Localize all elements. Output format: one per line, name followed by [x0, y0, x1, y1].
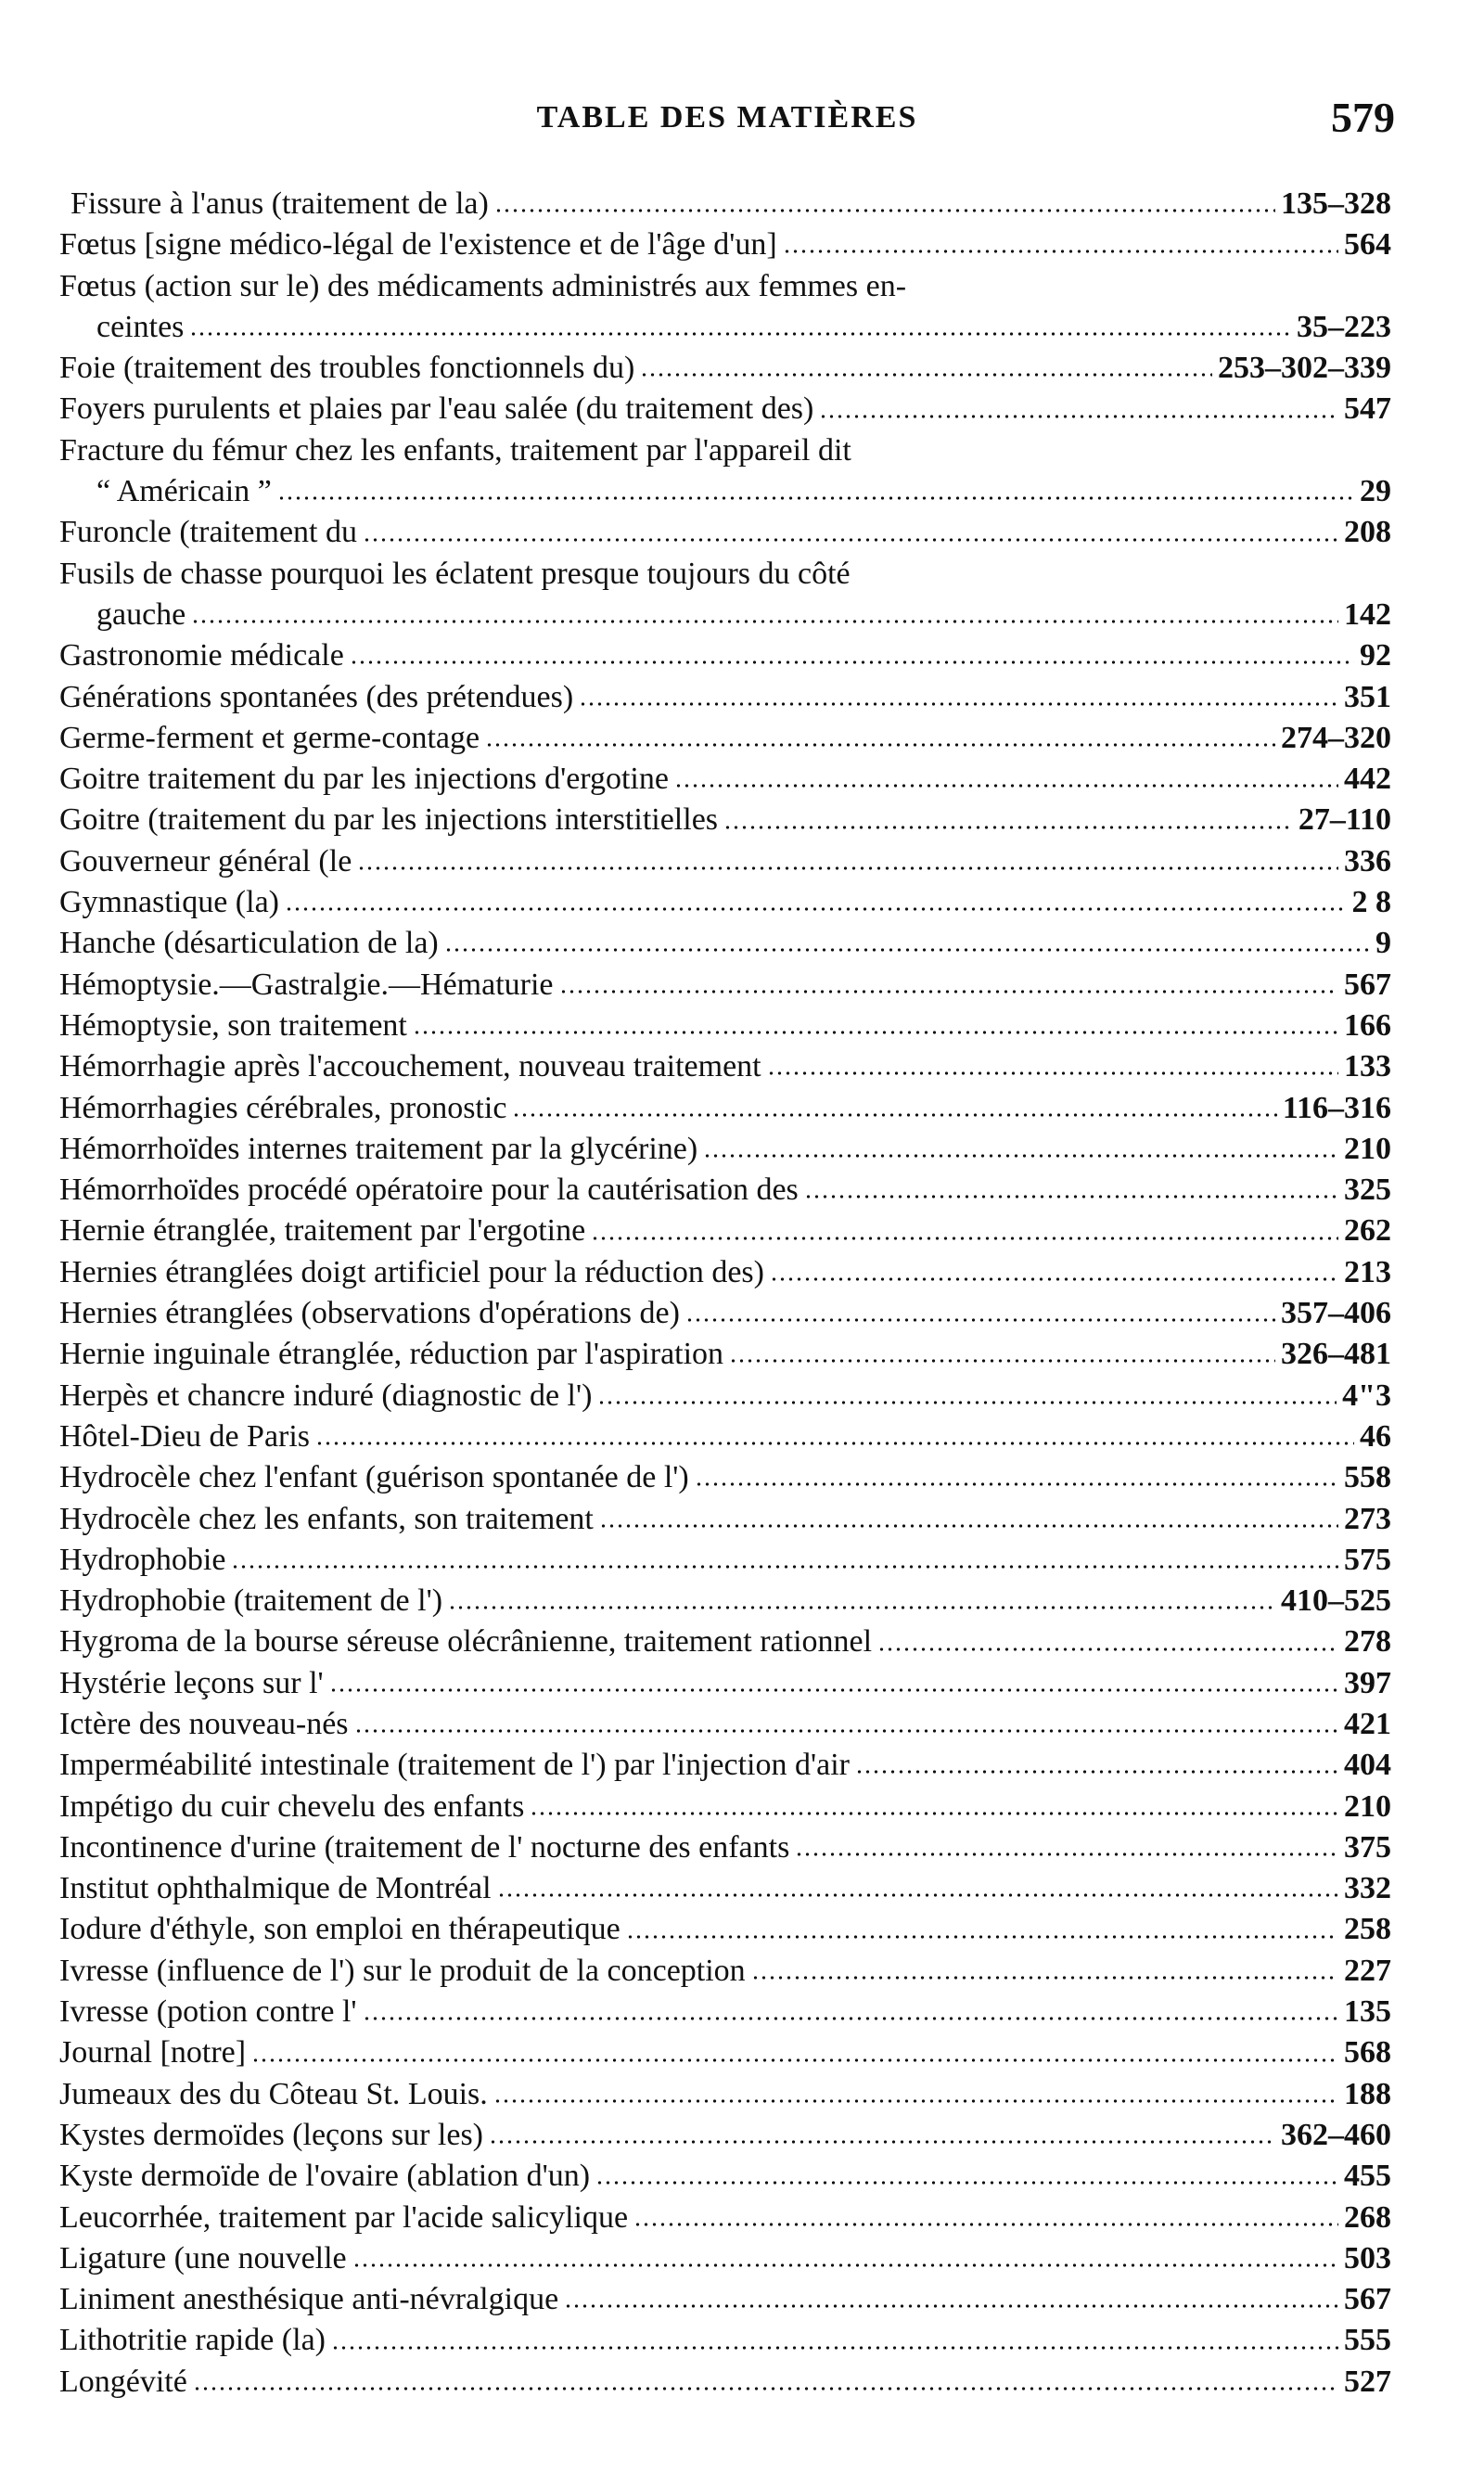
- index-entry: [59, 224, 1391, 265]
- dot-leader: [674, 784, 1338, 788]
- index-entry: [59, 1499, 1391, 1540]
- entry-text: Fœtus (action sur le) des médicaments administrés aux femmes en-: [59, 268, 907, 303]
- entry-page: 135: [1344, 1994, 1391, 2030]
- entry-page: 227: [1344, 1953, 1391, 1988]
- index-entry: [59, 554, 1391, 595]
- page-number: 579: [1331, 94, 1395, 141]
- index-entry: [59, 430, 1391, 471]
- entry-text: Ictère des nouveau-nés: [59, 1706, 349, 1741]
- entry-page: 262: [1344, 1213, 1391, 1249]
- dot-leader: [191, 620, 1338, 623]
- index-entry: [59, 718, 1391, 759]
- entry-text: Gastronomie médicale: [59, 638, 344, 673]
- entry-page: 2 8: [1351, 885, 1391, 920]
- entry-text: Hernies étranglées doigt artificiel pour la réduction des): [59, 1254, 764, 1289]
- entry-text: Hygroma de la bourse séreuse olécrânienne, traitement rationnel: [59, 1624, 873, 1660]
- entry-page: 547: [1344, 391, 1391, 427]
- dot-leader: [331, 2346, 1338, 2350]
- entry-page: 455: [1344, 2159, 1391, 2194]
- dot-leader: [767, 1071, 1338, 1075]
- index-entry: [59, 1416, 1391, 1457]
- dot-leader: [751, 1976, 1338, 1980]
- entry-text: Foyers purulents et plaies par l'eau salée (du traitement des): [59, 391, 814, 427]
- index-entry: [59, 759, 1391, 800]
- dot-leader: [626, 1935, 1338, 1939]
- entry-page: 116–316: [1282, 1090, 1391, 1125]
- dot-leader: [352, 2263, 1338, 2267]
- index-entry: [59, 1827, 1391, 1868]
- entry-page: 166: [1344, 1007, 1391, 1043]
- dot-leader: [877, 1647, 1338, 1651]
- dot-leader: [493, 2099, 1338, 2103]
- entry-text: Hydrophobie (traitement de l'): [59, 1583, 443, 1619]
- index-entry: [59, 1745, 1391, 1786]
- dot-leader: [819, 415, 1338, 418]
- entry-text: Fusils de chasse pourquoi les éclatent presque toujours du côté: [59, 556, 851, 591]
- entry-text: Leucorrhée, traitement par l'acide salicylique: [59, 2199, 629, 2235]
- entry-page: 555: [1344, 2323, 1391, 2358]
- index-entry: [59, 266, 1391, 307]
- dot-leader: [640, 373, 1212, 377]
- page-header: [59, 93, 1395, 148]
- entry-page: 567: [1344, 2282, 1391, 2317]
- index-entry: [59, 1868, 1391, 1909]
- entry-page: 4"3: [1342, 1378, 1391, 1413]
- index-entry: [59, 1581, 1391, 1622]
- entry-text: Hernies étranglées (observations d'opérations de): [59, 1296, 680, 1331]
- dot-leader: [251, 2058, 1338, 2062]
- index-entry: [59, 1540, 1391, 1581]
- entry-text: gauche: [96, 596, 186, 632]
- index-entry: [59, 1252, 1391, 1293]
- entry-page: 142: [1344, 596, 1391, 632]
- entry-text: Ligature (une nouvelle: [59, 2240, 347, 2275]
- dot-leader: [494, 209, 1275, 212]
- entry-page: 9: [1375, 926, 1391, 961]
- entry-text: Herpès et chancre induré (diagnostic de l'): [59, 1378, 593, 1413]
- entry-page: 404: [1344, 1748, 1391, 1783]
- dot-leader: [363, 2017, 1338, 2020]
- dot-leader: [695, 1482, 1338, 1486]
- dot-leader: [597, 1401, 1337, 1404]
- index-entry: [59, 1951, 1391, 1992]
- dot-leader: [497, 1893, 1338, 1897]
- dot-leader: [512, 1113, 1276, 1117]
- entry-text: “ Américain ”: [96, 474, 272, 509]
- index-entry: [59, 1211, 1391, 1251]
- entry-page: 210: [1344, 1131, 1391, 1166]
- entry-text: Ivresse (potion contre l': [59, 1994, 357, 2030]
- dot-leader: [855, 1770, 1338, 1774]
- entry-page: 268: [1344, 2199, 1391, 2235]
- dot-leader: [723, 826, 1293, 829]
- index-entry: [59, 1006, 1391, 1046]
- entry-text: Hémorrhoïdes procédé opératoire pour la cautérisation des: [59, 1173, 799, 1208]
- dot-leader: [277, 496, 1354, 500]
- entry-page: 568: [1344, 2035, 1391, 2070]
- entry-page: 210: [1344, 1788, 1391, 1824]
- entry-text: Jumeaux des du Côteau St. Louis.: [59, 2076, 488, 2111]
- entry-page: 135–328: [1281, 186, 1391, 221]
- entry-page: 575: [1344, 1542, 1391, 1577]
- entry-text: Hémorrhoïdes internes traitement par la glycérine): [59, 1131, 698, 1166]
- entry-text: Furoncle (traitement du: [59, 515, 358, 550]
- entry-page: 27–110: [1298, 802, 1391, 838]
- dot-leader: [795, 1852, 1338, 1856]
- index-entry: [59, 184, 1391, 224]
- entry-text: Hémoptysie.—Gastralgie.—Hématurie: [59, 967, 554, 1002]
- index-entry: [59, 677, 1391, 718]
- dot-leader: [329, 1688, 1338, 1692]
- entry-page: 397: [1344, 1665, 1391, 1700]
- index-entry: [59, 1129, 1391, 1170]
- entry-text: ceintes: [96, 309, 185, 344]
- entry-text: Impétigo du cuir chevelu des enfants: [59, 1788, 525, 1824]
- entry-text: Journal [notre]: [59, 2035, 247, 2070]
- index-entry: [59, 1088, 1391, 1129]
- entry-page: 357–406: [1281, 1296, 1391, 1331]
- entry-page: 29: [1360, 474, 1391, 509]
- index-entry: [59, 800, 1391, 840]
- entry-page: 208: [1344, 515, 1391, 550]
- entry-page: 188: [1344, 2076, 1391, 2111]
- index-entry: [59, 2320, 1391, 2361]
- entry-text: Institut ophthalmique de Montréal: [59, 1871, 492, 1906]
- entry-text: Hanche (désarticulation de la): [59, 926, 439, 961]
- entry-text: Fissure à l'anus (traitement de la): [70, 186, 489, 221]
- entry-text: Incontinence d'urine (traitement de l' nocturne des enfants: [59, 1829, 790, 1865]
- index-entry: [59, 841, 1391, 882]
- dot-leader: [783, 250, 1338, 253]
- entry-page: 362–460: [1281, 2117, 1391, 2152]
- entry-text: Liniment anesthésique anti-névralgique: [59, 2282, 559, 2317]
- dot-leader: [595, 2181, 1338, 2185]
- dot-leader: [315, 1442, 1354, 1445]
- dot-leader: [354, 1729, 1338, 1733]
- entry-page: 567: [1344, 967, 1391, 1002]
- entry-page: 213: [1344, 1254, 1391, 1289]
- page-title: TABLE DES MATIÈRES: [536, 100, 918, 135]
- index-entry: [59, 1046, 1391, 1087]
- entry-text: Kyste dermoïde de l'ovaire (ablation d'un): [59, 2159, 591, 2194]
- entry-text: Longévité: [59, 2364, 187, 2399]
- index-entry: [59, 307, 1391, 348]
- entry-page: 274–320: [1281, 720, 1391, 755]
- entry-page: 326–481: [1281, 1337, 1391, 1372]
- dot-leader: [633, 2223, 1338, 2226]
- dot-leader: [448, 1606, 1275, 1609]
- entry-text: Goitre traitement du par les injections d'ergotine: [59, 762, 669, 797]
- entry-text: Kystes dermoïdes (leçons sur les): [59, 2117, 484, 2152]
- entry-text: Germe-ferment et germe-contage: [59, 720, 480, 755]
- index-entry: [59, 471, 1391, 512]
- index-entry: [59, 1787, 1391, 1827]
- index-entry: [59, 1909, 1391, 1950]
- dot-leader: [444, 948, 1370, 952]
- entry-text: Générations spontanées (des prétendues): [59, 679, 574, 714]
- index-entry: [59, 595, 1391, 635]
- index-entry: [59, 389, 1391, 429]
- index-entry: [59, 1457, 1391, 1498]
- dot-leader: [485, 743, 1275, 747]
- index-entry: [59, 2362, 1391, 2403]
- dot-leader: [363, 538, 1338, 542]
- index-entry: [59, 2074, 1391, 2115]
- entry-text: Imperméabilité intestinale (traitement de l') par l'injection d'air: [59, 1748, 850, 1783]
- entry-text: Gymnastique (la): [59, 885, 279, 920]
- entry-page: 46: [1360, 1418, 1391, 1454]
- entry-text: Hernie inguinale étranglée, réduction par l'aspiration: [59, 1337, 724, 1372]
- dot-leader: [413, 1031, 1338, 1034]
- index-entry: [59, 2238, 1391, 2279]
- entry-page: 375: [1344, 1829, 1391, 1865]
- dot-leader: [530, 1812, 1338, 1815]
- entry-text: Hydrocèle chez l'enfant (guérison spontanée de l'): [59, 1460, 689, 1495]
- entry-text: Lithotritie rapide (la): [59, 2323, 326, 2358]
- index-entry: [59, 965, 1391, 1006]
- entry-text: Hystérie leçons sur l': [59, 1665, 324, 1700]
- index-entry: [59, 2198, 1391, 2238]
- dot-leader: [564, 2304, 1338, 2308]
- entry-page: 564: [1344, 227, 1391, 263]
- index-entry: [59, 923, 1391, 964]
- dot-leader: [599, 1524, 1338, 1528]
- index-entry: [59, 1663, 1391, 1704]
- index-entry: [59, 1622, 1391, 1662]
- entry-text: Hernie étranglée, traitement par l'ergotine: [59, 1213, 586, 1249]
- index-entry: [59, 2115, 1391, 2156]
- entry-page: 133: [1344, 1049, 1391, 1084]
- entry-text: Hémoptysie, son traitement: [59, 1007, 407, 1043]
- dot-leader: [231, 1565, 1338, 1569]
- dot-leader: [591, 1237, 1338, 1240]
- entry-text: Goitre (traitement du par les injections interstitielles: [59, 802, 719, 838]
- dot-leader: [770, 1277, 1338, 1281]
- dot-leader: [804, 1195, 1338, 1199]
- entry-text: Ivresse (influence de l') sur le produit de la conception: [59, 1953, 746, 1988]
- dot-leader: [357, 866, 1338, 870]
- entry-page: 410–525: [1281, 1583, 1391, 1619]
- entry-text: Gouverneur général (le: [59, 843, 352, 878]
- dot-leader: [350, 660, 1354, 664]
- index-entry: [59, 348, 1391, 389]
- index-entry: [59, 512, 1391, 553]
- entry-page: 442: [1344, 762, 1391, 797]
- index-entry: [59, 1293, 1391, 1334]
- dot-leader: [285, 907, 1347, 911]
- dot-leader: [703, 1154, 1338, 1158]
- entry-page: 258: [1344, 1912, 1391, 1947]
- entry-page: 92: [1360, 638, 1391, 673]
- dot-leader: [579, 702, 1338, 706]
- dot-leader: [489, 2140, 1275, 2144]
- entry-text: Hémorrhagies cérébrales, pronostic: [59, 1090, 507, 1125]
- dot-leader: [559, 990, 1338, 993]
- index-entry: [59, 1704, 1391, 1745]
- entry-page: 421: [1344, 1706, 1391, 1741]
- dot-leader: [685, 1318, 1275, 1322]
- dot-leader: [729, 1359, 1275, 1363]
- entry-text: Hôtel-Dieu de Paris: [59, 1418, 311, 1454]
- index-entry: [59, 2156, 1391, 2197]
- index-entry: [59, 635, 1391, 676]
- entry-page: 336: [1344, 843, 1391, 878]
- index-entry: [59, 1170, 1391, 1211]
- index-entry: [59, 1334, 1391, 1375]
- dot-leader: [189, 332, 1291, 336]
- index-entry: [59, 1376, 1391, 1416]
- entry-text: Iodure d'éthyle, son emploi en thérapeutique: [59, 1912, 620, 1947]
- entry-page: 332: [1344, 1871, 1391, 1906]
- entry-page: 558: [1344, 1460, 1391, 1495]
- entry-page: 278: [1344, 1624, 1391, 1660]
- entry-page: 273: [1344, 1501, 1391, 1536]
- entry-text: Foie (traitement des troubles fonctionnels du): [59, 351, 635, 386]
- entry-text: Hydrocèle chez les enfants, son traitement: [59, 1501, 594, 1536]
- index-entry: [59, 2032, 1391, 2073]
- entry-page: 503: [1344, 2240, 1391, 2275]
- entry-page: 351: [1344, 679, 1391, 714]
- index-entry: [59, 1992, 1391, 2032]
- index-list: [59, 184, 1391, 2403]
- entry-page: 253–302–339: [1218, 351, 1391, 386]
- index-entry: [59, 882, 1391, 923]
- entry-page: 35–223: [1297, 309, 1391, 344]
- entry-text: Fœtus [signe médico-légal de l'existence et de l'âge d'un]: [59, 227, 777, 263]
- entry-page: 527: [1344, 2364, 1391, 2399]
- entry-text: Hydrophobie: [59, 1542, 226, 1577]
- entry-page: 325: [1344, 1173, 1391, 1208]
- entry-text: Hémorrhagie après l'accouchement, nouveau traitement: [59, 1049, 761, 1084]
- index-entry: [59, 2279, 1391, 2320]
- dot-leader: [193, 2387, 1338, 2391]
- entry-text: Fracture du fémur chez les enfants, traitement par l'appareil dit: [59, 432, 851, 468]
